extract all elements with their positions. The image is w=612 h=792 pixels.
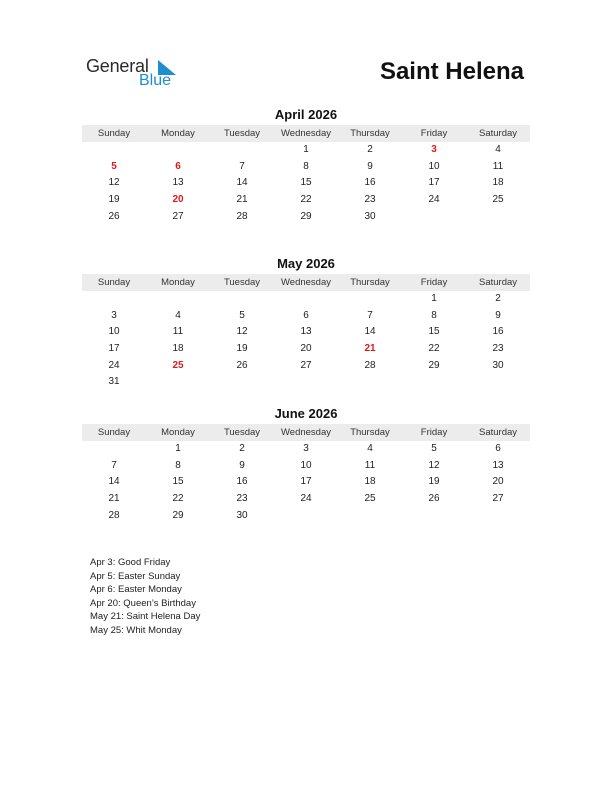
day-cell: 13 (492, 459, 504, 471)
empty-day-cell (210, 142, 274, 159)
day-cell: 27 (300, 359, 312, 371)
weekday-label: Saturday (478, 128, 518, 139)
weekday-label: Saturday (478, 427, 518, 438)
empty-day-cell (338, 508, 402, 525)
day-cell: 7 (111, 459, 117, 471)
holiday-entry: Apr 3: Good Friday (90, 557, 171, 568)
day-cell: 19 (108, 194, 120, 206)
day-cell: 27 (492, 493, 504, 505)
empty-day-cell (338, 374, 402, 391)
day-cell: 14 (364, 326, 376, 338)
week-row (82, 491, 530, 508)
week-row (82, 324, 530, 341)
empty-day-cell (466, 209, 530, 226)
empty-day-cell (274, 374, 338, 391)
weekday-label: Monday (161, 427, 195, 438)
holiday-entry: May 21: Saint Helena Day (90, 611, 201, 623)
holiday-day-cell: 21 (364, 343, 376, 355)
day-cell: 5 (431, 443, 437, 454)
week-row (82, 175, 530, 192)
month-title: April 2026 (274, 107, 338, 122)
day-cell: 20 (492, 476, 504, 488)
holiday-day-cell: 20 (172, 194, 184, 206)
weekday-header-row (82, 125, 530, 142)
weekday-label: Friday (420, 277, 448, 288)
day-cell: 28 (236, 210, 248, 222)
weekday-label: Tuesday (223, 128, 261, 139)
day-cell: 10 (428, 160, 440, 172)
day-cell: 30 (492, 359, 504, 371)
weekday-label: Sunday (97, 277, 131, 288)
weekday-label: Monday (161, 277, 195, 288)
weekday-label: Friday (420, 427, 448, 438)
day-cell: 16 (492, 326, 504, 338)
day-cell: 14 (236, 177, 248, 189)
day-cell: 12 (236, 326, 248, 338)
day-cell: 19 (428, 476, 440, 488)
day-cell: 11 (172, 326, 184, 338)
week-row (82, 192, 530, 209)
empty-day-cell (210, 291, 274, 308)
day-cell: 5 (239, 309, 245, 321)
empty-day-cell (466, 508, 530, 525)
weekday-header-row (82, 424, 530, 441)
day-cell: 9 (495, 309, 501, 321)
week-row (82, 441, 530, 458)
day-cell: 17 (428, 177, 440, 189)
day-cell: 28 (108, 509, 120, 521)
day-cell: 22 (428, 343, 440, 355)
day-cell: 24 (108, 359, 120, 371)
day-cell: 16 (364, 177, 376, 189)
day-cell: 4 (367, 443, 373, 454)
day-cell: 21 (236, 194, 248, 206)
week-row (82, 209, 530, 226)
day-cell: 15 (428, 326, 440, 338)
weekday-header-row (82, 274, 530, 291)
empty-day-cell (146, 142, 210, 159)
day-cell: 27 (172, 210, 184, 222)
day-cell: 22 (300, 194, 312, 206)
weekday-label: Thursday (350, 427, 390, 438)
day-cell: 7 (367, 309, 373, 321)
day-cell: 17 (108, 343, 120, 355)
weekday-label: Monday (161, 128, 195, 139)
weekday-label: Sunday (97, 427, 131, 438)
empty-day-cell (274, 508, 338, 525)
day-cell: 7 (239, 160, 245, 172)
day-cell: 10 (108, 326, 120, 338)
weekday-label: Tuesday (223, 277, 261, 288)
month-april (82, 107, 530, 225)
logo (86, 56, 186, 92)
day-cell: 20 (300, 343, 312, 355)
day-cell: 18 (364, 476, 376, 488)
weekday-label: Thursday (350, 277, 390, 288)
day-cell: 31 (108, 376, 120, 388)
month-title: June 2026 (274, 406, 338, 421)
empty-day-cell (274, 291, 338, 308)
week-row (82, 291, 530, 308)
holiday-day-cell: 6 (175, 160, 181, 172)
empty-day-cell (338, 291, 402, 308)
weekday-label: Wednesday (281, 427, 331, 438)
logo-general-text: General (86, 56, 149, 76)
week-row (82, 308, 530, 325)
day-cell: 2 (495, 293, 501, 304)
day-cell: 24 (300, 493, 312, 505)
week-row (82, 142, 530, 159)
day-cell: 15 (300, 177, 312, 189)
day-cell: 25 (364, 493, 376, 505)
week-row (82, 474, 530, 491)
holiday-day-cell: 3 (431, 144, 437, 155)
month-may (82, 256, 530, 391)
day-cell: 23 (364, 194, 376, 206)
empty-day-cell (146, 291, 210, 308)
day-cell: 19 (236, 343, 248, 355)
day-cell: 3 (111, 309, 117, 321)
week-row (82, 159, 530, 176)
day-cell: 14 (108, 476, 120, 488)
day-cell: 30 (236, 509, 248, 521)
day-cell: 1 (303, 144, 309, 155)
holiday-entry: Apr 20: Queen’s Birthday (90, 597, 196, 609)
day-cell: 9 (239, 459, 245, 471)
day-cell: 26 (428, 493, 440, 505)
day-cell: 3 (303, 443, 309, 454)
day-cell: 13 (300, 326, 312, 338)
weekday-label: Thursday (350, 128, 390, 139)
day-cell: 4 (495, 144, 501, 155)
weekday-label: Tuesday (223, 427, 261, 438)
day-cell: 18 (492, 177, 504, 189)
empty-day-cell (466, 374, 530, 391)
week-row (82, 508, 530, 525)
day-cell: 6 (303, 309, 309, 321)
empty-day-cell (82, 142, 146, 159)
day-cell: 26 (236, 359, 248, 371)
holiday-entry: Apr 5: Easter Sunday (90, 570, 181, 582)
week-row (82, 374, 530, 391)
day-cell: 28 (364, 359, 376, 371)
day-cell: 23 (236, 493, 248, 505)
day-cell: 9 (367, 160, 373, 172)
holiday-day-cell: 25 (172, 359, 184, 371)
day-cell: 26 (108, 210, 120, 222)
month-june (82, 406, 530, 524)
day-cell: 17 (300, 476, 312, 488)
day-cell: 11 (492, 160, 504, 172)
holiday-list (90, 556, 200, 638)
day-cell: 12 (428, 459, 440, 471)
day-cell: 22 (172, 493, 184, 505)
month-title: May 2026 (277, 256, 335, 271)
day-cell: 8 (431, 309, 437, 321)
weekday-label: Wednesday (281, 277, 331, 288)
day-cell: 6 (495, 443, 501, 454)
day-cell: 13 (172, 177, 184, 189)
empty-day-cell (210, 374, 274, 391)
day-cell: 12 (108, 177, 120, 189)
day-cell: 29 (172, 509, 184, 521)
country-title: Saint Helena (379, 58, 524, 85)
day-cell: 15 (172, 476, 184, 488)
empty-day-cell (146, 374, 210, 391)
day-cell: 2 (239, 443, 245, 454)
weekday-label: Sunday (97, 128, 131, 139)
day-cell: 1 (175, 443, 181, 454)
holiday-day-cell: 5 (111, 160, 117, 172)
empty-day-cell (402, 374, 466, 391)
day-cell: 10 (300, 459, 312, 471)
weekday-label: Saturday (478, 277, 518, 288)
day-cell: 25 (492, 194, 504, 206)
day-cell: 23 (492, 343, 504, 355)
logo-blue-text: Blue (139, 72, 172, 89)
day-cell: 2 (367, 144, 373, 155)
week-row (82, 341, 530, 358)
day-cell: 1 (431, 293, 437, 304)
day-cell: 24 (428, 194, 440, 206)
empty-day-cell (402, 209, 466, 226)
day-cell: 11 (364, 459, 376, 471)
day-cell: 16 (236, 476, 248, 488)
day-cell: 4 (175, 309, 181, 321)
day-cell: 29 (428, 359, 440, 371)
holiday-entry: May 25: Whit Monday (90, 624, 182, 636)
weekday-label: Friday (420, 128, 448, 139)
empty-day-cell (82, 441, 146, 458)
day-cell: 29 (300, 210, 312, 222)
week-row (82, 358, 530, 375)
day-cell: 8 (175, 459, 181, 471)
day-cell: 18 (172, 343, 184, 355)
day-cell: 8 (303, 160, 309, 172)
empty-day-cell (402, 508, 466, 525)
week-row (82, 458, 530, 475)
day-cell: 30 (364, 210, 376, 222)
empty-day-cell (82, 291, 146, 308)
weekday-label: Wednesday (281, 128, 331, 139)
holiday-entry: Apr 6: Easter Monday (90, 584, 182, 596)
day-cell: 21 (108, 493, 120, 505)
